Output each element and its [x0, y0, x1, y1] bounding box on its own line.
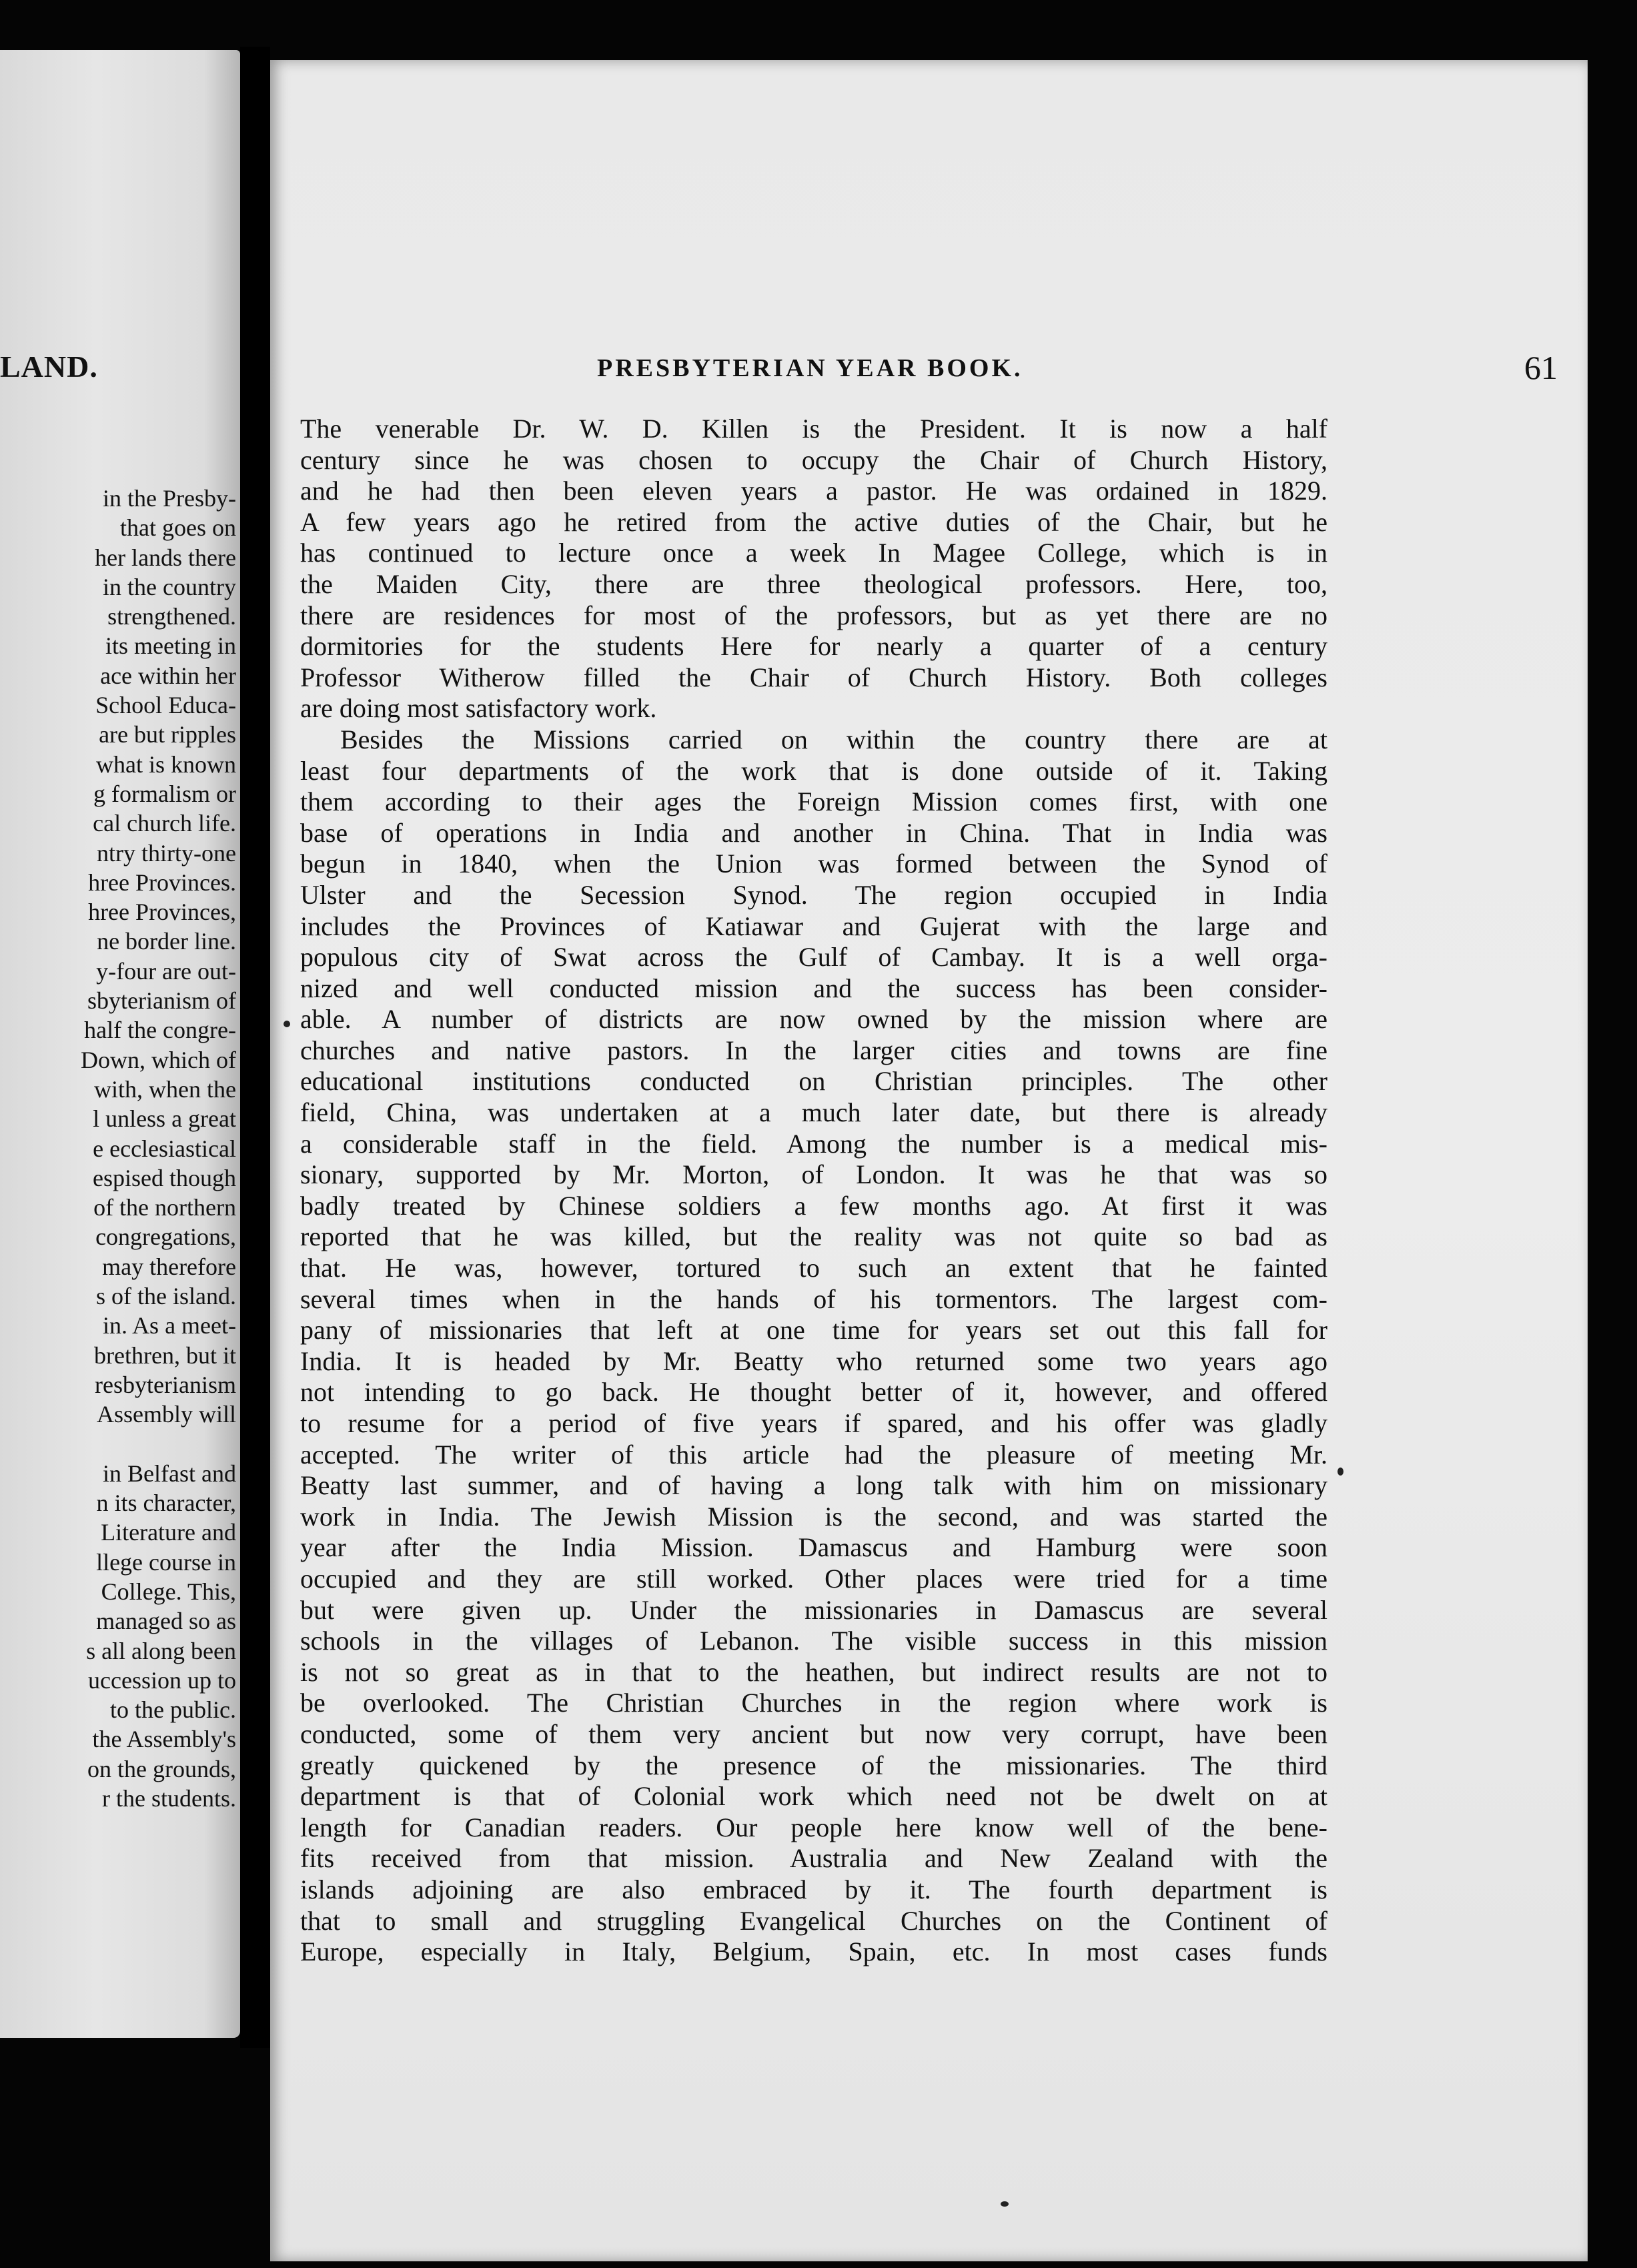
text-line: that. He was, however, tortured to such an extent that he fainted	[300, 1253, 1327, 1283]
left-page-line: uccession up to	[88, 1666, 236, 1694]
text-line: reported that he was killed, but the reality was not quite so bad as	[300, 1221, 1327, 1252]
left-page-line: llege course in	[96, 1548, 236, 1576]
text-line: field, China, was undertaken at a much later date, but there is already	[300, 1097, 1327, 1128]
text-line: The venerable Dr. W. D. Killen is the President. It is now a half	[300, 414, 1327, 444]
page-number: 61	[1524, 349, 1558, 386]
left-page-line: ace within her	[100, 662, 236, 689]
text-line: least four departments of the work that is done outside of it. Taking	[300, 755, 1327, 786]
text-line: dormitories for the students Here for nearly a quarter of a century	[300, 631, 1327, 662]
text-line: not intending to go back. He thought better of it, however, and offered	[300, 1377, 1327, 1407]
text-line: able. A number of districts are now owned by the mission where are	[300, 1004, 1327, 1035]
text-line: greatly quickened by the presence of the missionaries. The third	[300, 1750, 1327, 1780]
text-line: and he had then been eleven years a pastor. He was ordained in 1829.	[300, 476, 1327, 506]
running-head	[270, 349, 1588, 400]
text-line: occupied and they are still worked. Other places were tried for a time	[300, 1563, 1327, 1594]
text-line: work in India. The Jewish Mission is the second, and was started the	[300, 1501, 1327, 1532]
scan-speck	[1337, 1468, 1343, 1476]
left-page-line: that goes on	[120, 514, 236, 542]
left-page-line: Down, which of	[81, 1046, 236, 1073]
left-page-line: Literature and	[101, 1519, 236, 1546]
text-line: conducted, some of them very ancient but now very corrupt, have been	[300, 1718, 1327, 1749]
text-line: the Maiden City, there are three theological professors. Here, too,	[300, 568, 1327, 599]
body-text	[300, 414, 1327, 1968]
left-page-line: strengthened.	[107, 603, 236, 630]
left-page-line: what is known	[96, 750, 236, 778]
scan-speck	[1001, 2201, 1009, 2207]
left-page-line: College. This,	[101, 1578, 236, 1605]
left-page-line: espised though	[93, 1164, 236, 1191]
text-line: is not so great as in that to the heathen, but indirect results are not to	[300, 1656, 1327, 1687]
left-page-line: half the congre-	[84, 1017, 236, 1044]
text-line: populous city of Swat across the Gulf of Cambay. It is a well orga-	[300, 942, 1327, 973]
left-page-line: cal church life.	[93, 810, 236, 837]
left-page-line: in Belfast and	[103, 1460, 236, 1487]
text-line: accepted. The writer of this article had the pleasure of meeting Mr.	[300, 1439, 1327, 1470]
text-line: Beatty last summer, and of having a long talk with him on missionary	[300, 1470, 1327, 1501]
book-gutter	[240, 47, 270, 2048]
text-line: Professor Witherow filled the Chair of Church History. Both colleges	[300, 662, 1327, 692]
left-page-line: in. As a meet-	[103, 1312, 236, 1339]
text-line: base of operations in India and another in China. That in India was	[300, 817, 1327, 848]
left-page-line: sbyterianism of	[87, 987, 236, 1015]
page	[270, 60, 1588, 2261]
left-page-line: the Assembly's	[92, 1726, 236, 1753]
left-page-line: resbyterianism	[95, 1371, 236, 1398]
left-page-line: ntry thirty-one	[97, 839, 236, 867]
text-line: schools in the villages of Lebanon. The visible success in this mission	[300, 1626, 1327, 1656]
text-line: several times when in the hands of his tormentors. The largest com-	[300, 1283, 1327, 1314]
text-line: educational institutions conducted on Christian principles. The other	[300, 1066, 1327, 1097]
text-line: churches and native pastors. In the larger cities and towns are fine	[300, 1035, 1327, 1065]
left-page-line: are but ripples	[99, 721, 236, 748]
text-line: fits received from that mission. Australia and New Zealand with the	[300, 1843, 1327, 1874]
left-page-line: congregations,	[95, 1223, 236, 1251]
text-line: pany of missionaries that left at one time for years set out this fall for	[300, 1315, 1327, 1345]
text-line: sionary, supported by Mr. Morton, of London. It was he that was so	[300, 1159, 1327, 1190]
text-line: be overlooked. The Christian Churches in the region where work is	[300, 1688, 1327, 1718]
left-page-fragment	[0, 50, 240, 2038]
left-page-line: in the Presby-	[103, 485, 236, 512]
text-line: badly treated by Chinese soldiers a few months ago. At first it was	[300, 1190, 1327, 1221]
left-page-line: l unless a great	[93, 1105, 236, 1133]
left-page-line: y-four are out-	[96, 957, 236, 985]
left-page-line: on the grounds,	[87, 1755, 236, 1782]
left-page-line: ne border line.	[97, 928, 236, 955]
text-line: India. It is headed by Mr. Beatty who returned some two years ago	[300, 1345, 1327, 1376]
left-page-line: its meeting in	[105, 632, 236, 660]
text-line: includes the Provinces of Katiawar and Gujerat with the large and	[300, 911, 1327, 941]
text-line: but were given up. Under the missionaries in Damascus are several	[300, 1594, 1327, 1625]
text-line: Europe, especially in Italy, Belgium, Spain, etc. In most cases funds	[300, 1936, 1327, 1967]
left-page-line: s all along been	[86, 1637, 236, 1664]
text-line: length for Canadian readers. Our people here know well of the bene-	[300, 1812, 1327, 1842]
left-page-line: hree Provinces,	[88, 899, 236, 926]
text-line: to resume for a period of five years if spared, and his offer was gladly	[300, 1408, 1327, 1438]
text-line: Ulster and the Secession Synod. The region occupied in India	[300, 879, 1327, 910]
left-page-line: e ecclesiastical	[93, 1135, 236, 1162]
left-page-line: s of the island.	[96, 1283, 236, 1310]
text-line: that to small and struggling Evangelical Churches on the Continent of	[300, 1905, 1327, 1936]
text-line: Besides the Missions carried on within the country there are at	[340, 724, 1327, 754]
left-page-line: hree Provinces.	[88, 869, 236, 896]
left-page-line: in the country	[103, 573, 236, 600]
text-line: are doing most satisfactory work.	[300, 693, 657, 724]
left-page-text	[0, 484, 236, 1813]
running-title: PRESBYTERIAN YEAR BOOK.	[597, 354, 1023, 382]
left-page-line: Assembly will	[96, 1401, 236, 1428]
left-page-line: of the northern	[93, 1194, 236, 1221]
left-page-line	[0, 1430, 236, 1459]
text-line: century since he was chosen to occupy the Chair of Church History,	[300, 444, 1327, 475]
text-line: islands adjoining are also embraced by it. The fourth department is	[300, 1874, 1327, 1904]
text-line: nized and well conducted mission and the success has been consider-	[300, 973, 1327, 1003]
text-line: department is that of Colonial work which need not be dwelt on at	[300, 1781, 1327, 1812]
text-line: A few years ago he retired from the active duties of the Chair, but he	[300, 506, 1327, 537]
text-line: year after the India Mission. Damascus and Hamburg were soon	[300, 1532, 1327, 1563]
text-line: them according to their ages the Foreign Mission comes first, with one	[300, 786, 1327, 817]
left-page-line: with, when the	[94, 1075, 236, 1103]
left-page-line: to the public.	[110, 1696, 236, 1724]
scan-speck	[284, 1021, 290, 1027]
text-line: there are residences for most of the professors, but as yet there are no	[300, 600, 1327, 630]
left-page-line: managed so as	[96, 1608, 236, 1635]
left-page-line: may therefore	[102, 1253, 236, 1280]
left-page-heading: LAND.	[0, 350, 98, 384]
left-page-line: n its character,	[96, 1490, 236, 1517]
left-page-line: her lands there	[95, 544, 236, 571]
text-line: has continued to lecture once a week In Magee College, which is in	[300, 538, 1327, 568]
left-page-line: School Educa-	[95, 692, 236, 719]
left-page-line: g formalism or	[93, 780, 236, 807]
text-line: begun in 1840, when the Union was formed between the Synod of	[300, 848, 1327, 879]
left-page-line: r the students.	[102, 1785, 236, 1812]
left-page-line: brethren, but it	[94, 1341, 236, 1369]
text-line: a considerable staff in the field. Among the number is a medical mis-	[300, 1128, 1327, 1159]
